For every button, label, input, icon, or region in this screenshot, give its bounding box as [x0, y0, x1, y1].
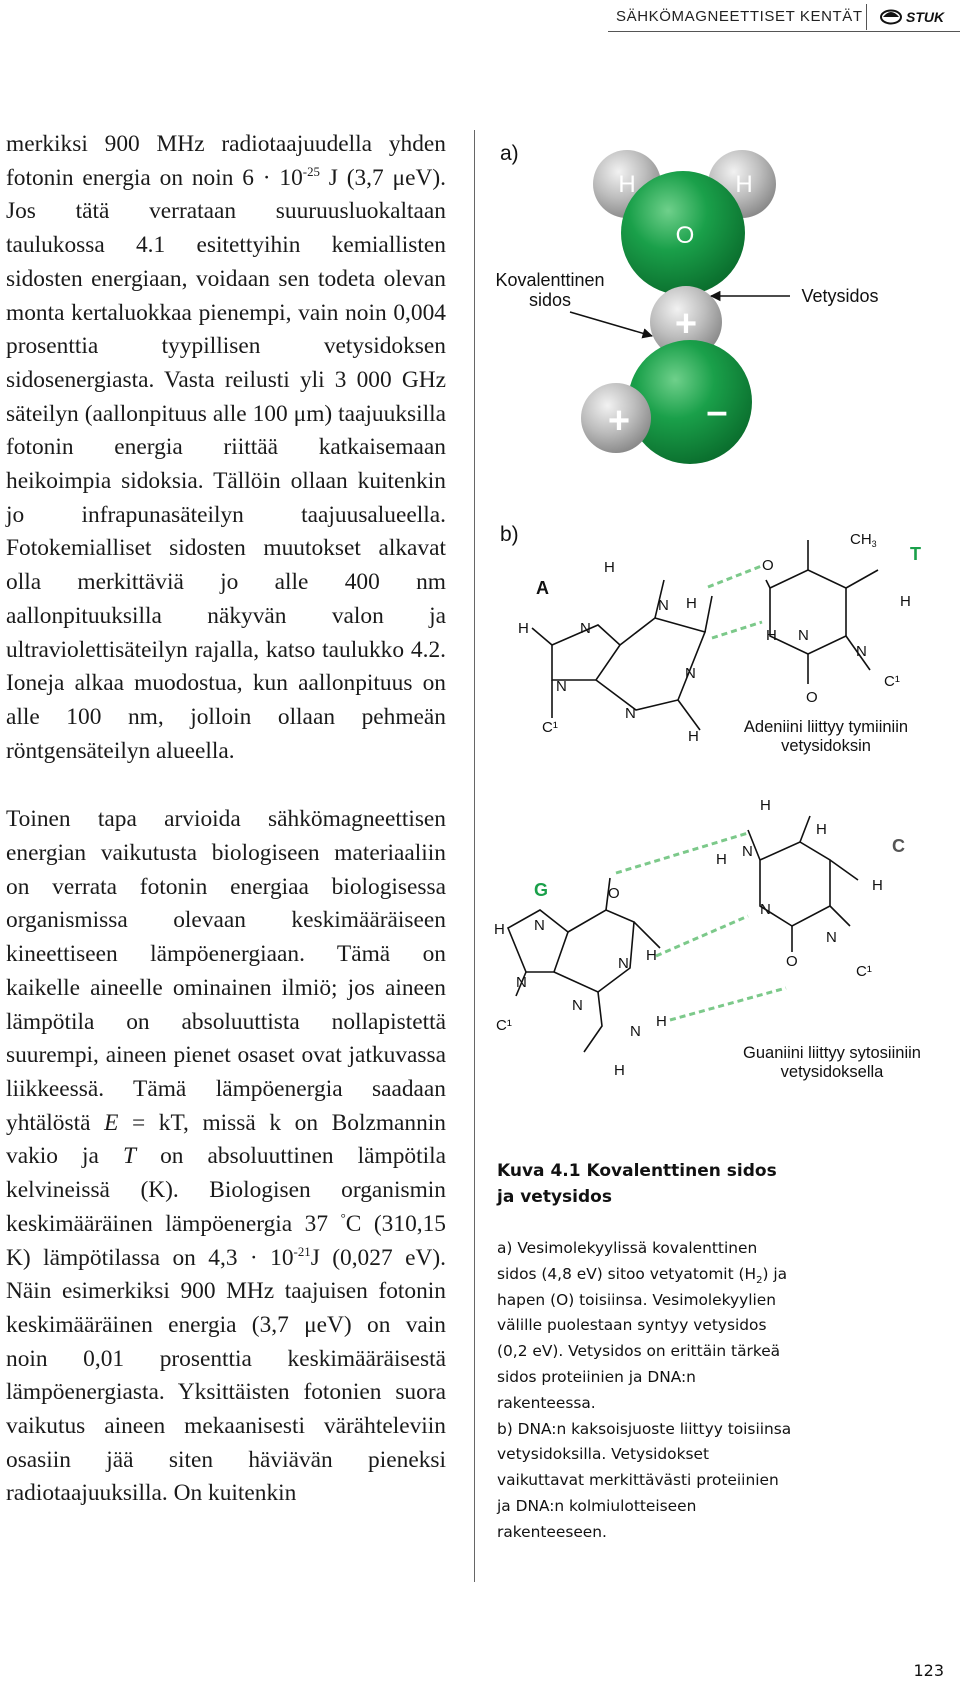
plus-sign: +: [607, 400, 631, 442]
caption-a-text: a) Vesimolekyylissä kovalenttinen sidos (4,8 eV) sitoo vetyatomit (H: [497, 1239, 758, 1283]
methyl-label: $CH_3$: [850, 531, 877, 549]
atom-label: O: [786, 953, 798, 970]
atom-label: H: [816, 821, 827, 838]
thymine-letter: T: [910, 544, 921, 564]
adenine-thymine-labels: [518, 531, 921, 755]
covalent-bond-label-2: sidos: [528, 290, 572, 310]
atom-label: C¹: [542, 719, 558, 736]
atom-label: H: [646, 947, 657, 964]
atom-label: H: [604, 559, 615, 576]
atom-label: C¹: [856, 963, 872, 980]
p1-text-rest: J (3,7 μeV). Jos tätä verrataan suuruusluokaltaan taulukossa 4.1 esitettyihin kemiallisten sidosten energiaan, voidaan sen todeta olevan monta kertaluokkaa pienempi, vain noin 0,004 prosenttia tyypillisen vetysidoksen sidosenergiasta. Vasta reilusti yli 3 000 GHz säteilyn (aallonpituus alle 100 μm) taajuuksilla fotonin energia riittää katkaisemaan heikoimpia sidoksia. Tällöin ollaan kuitenkin jo infrapunasäteilyn taajuusalueella. Fotokemialliset sidosten muutokset alkavat olla merkittäviä jo alle 400 nm aallonpituuksilla näkyvän valon ja ultraviolettisäteilyn rajalla, katso taulukko 4.2. Ioneja alkaa muodostua, kun aallonpituus on alle 100 nm, jolloin ollaan pehmeän röntgensäteilyn alueella.: [6, 164, 446, 764]
paragraph-1: [6, 128, 446, 768]
covalent-bond-label: Kovalenttinen: [495, 270, 605, 290]
atom-label: N: [618, 955, 629, 972]
page-number: 123: [913, 1661, 944, 1680]
figure-caption: [497, 1158, 797, 1546]
caption-body-a: [497, 1236, 797, 1417]
at-caption-1: Adeniini liittyy tymiiniin: [743, 718, 909, 736]
atom-label: N: [760, 901, 771, 918]
atom-label: N: [556, 678, 567, 695]
caption-body-b: b) DNA:n kaksoisjuoste liittyy toisiinsa vetysidoksilla. Vetysidokset vaikuttavat merkittävästi proteiinien ja DNA:n kolmiulotteiseen rakenteeseen.: [497, 1419, 792, 1541]
p2-text-e: J (0,027 eV). Näin esimerkiksi 900 MHz taajuisen fotonin keskimääräinen energia (3,7 μeV) on vain noin 0,01 prosenttia keskimääräisestä lämpöenergiasta. Yksittäisten fotonien suora vaikutus aineen mekaanisesti värähteleviin osasiin jää siten häviävän pieneksi radiotaajuuksilla. On kuitenkin: [6, 1244, 446, 1507]
p1-exponent: -25: [302, 164, 320, 179]
caption-a-subscript: 2: [756, 1274, 763, 1286]
guanine-cytosine-pair: [508, 816, 858, 1052]
p2-exponent: -21: [293, 1244, 311, 1259]
stuk-logo-icon: [880, 9, 902, 25]
atom-label: N: [625, 705, 636, 722]
atom-label: N: [534, 917, 545, 934]
p2-text-c: on absoluuttinen lämpötila kelvineissä (K). Biologisen organismin keskimääräinen lämpöenergia 37: [6, 1143, 447, 1237]
atom-label: O: [762, 557, 774, 574]
atom-label: N: [826, 929, 837, 946]
atom-label: O: [806, 689, 818, 706]
atom-label: N: [685, 665, 696, 682]
atom-label: H: [518, 620, 529, 637]
header-separator: [866, 4, 867, 30]
plus-sign: +: [674, 303, 698, 345]
page-header: [608, 0, 960, 36]
adenine-letter: A: [536, 578, 549, 598]
caption-a-text-2: ) ja hapen (O) toisiinsa. Vesimolekyylien välille puolestaan syntyy vetysidos (0,2 eV). Vetysidos on erittäin tärkeä sidos proteiinien ja DNA:n rakenteessa.: [497, 1264, 788, 1412]
atom-label: H: [494, 921, 505, 938]
atom-label: H: [614, 1062, 625, 1079]
atom-h-label: H: [735, 171, 753, 198]
figure-label-a: a): [500, 142, 519, 165]
minus-sign: –: [706, 391, 728, 433]
p2-text-a: Toinen tapa arvioida sähkömagneettisen energian vaikutusta biologiseen materiaaliin on verrata fotonin energiaa biologisessa organismissa olevaan keskimääräiseen kineettiseen lämpöenergiaan. Tämä on kaikelle aineelle ominainen ilmiö; jos aineen lämpötila on absoluuttista nollapistettä suurempi, aineen pienet osaset ovat jatkuvassa liikkeessä. Tämä lämpöenergia saadaan yhtälöstä: [6, 806, 446, 1136]
p2-equation: = kT: [118, 1109, 184, 1136]
figure-label-b: b): [500, 523, 519, 546]
atom-label: N: [630, 1023, 641, 1040]
atom-label: N: [658, 597, 669, 614]
stuk-logo: [880, 6, 944, 28]
atom-label: H: [686, 595, 697, 612]
logo-text: STUK: [906, 9, 945, 25]
body-text-column: [6, 128, 446, 1511]
atom-label: H: [900, 593, 911, 610]
atom-label: C¹: [496, 1017, 512, 1034]
atom-label: H: [760, 797, 771, 814]
atom-o-label: O: [675, 222, 695, 249]
caption-title: Kuva 4.1 Kovalenttinen sidos ja vetysidos: [497, 1161, 777, 1207]
atom-label: H: [872, 877, 883, 894]
atom-label: H: [766, 627, 777, 644]
atom-label: N: [798, 627, 809, 644]
atom-label: N: [580, 620, 591, 637]
p2-text-d: C (310,15 K) lämpötilassa on 4,3 · 10: [6, 1210, 447, 1271]
water-molecules: [495, 150, 878, 464]
atom-h-label: H: [618, 171, 636, 198]
p2-degree: °: [340, 1211, 346, 1225]
guanine-cytosine-labels: [494, 797, 921, 1081]
p1-text: merkiksi 900 MHz radiotaajuudella yhden fotonin energia on noin 6 · 10: [6, 131, 446, 191]
atom-label: H: [688, 728, 699, 745]
p2-var-t: T: [123, 1143, 137, 1170]
section-title: SÄHKÖMAGNEETTISET KENTÄT: [616, 8, 863, 25]
p2-text-b: , missä k on Bolzmannin vakio ja: [6, 1109, 446, 1170]
column-divider: [474, 130, 475, 1582]
p2-var-e: E: [104, 1109, 119, 1136]
covalent-arrow: [570, 312, 652, 336]
gc-caption-1: Guaniini liittyy sytosiiniin: [743, 1044, 921, 1062]
bond-diagram: [480, 140, 950, 1140]
paragraph-2: [6, 803, 446, 1511]
atom-label: H: [656, 1013, 667, 1030]
guanine-letter: G: [534, 880, 549, 900]
atom-label: N: [516, 974, 527, 991]
atom-label: N: [572, 997, 583, 1014]
atom-label: N: [742, 843, 753, 860]
cytosine-letter: C: [892, 836, 905, 856]
hydrogen-bond-label: Vetysidos: [801, 286, 879, 306]
header-rule: [608, 31, 960, 32]
atom-label: H: [716, 851, 727, 868]
atom-label: N: [856, 643, 867, 660]
atom-label: C¹: [884, 673, 900, 690]
atom-label: O: [608, 885, 620, 902]
gc-caption-2: vetysidoksella: [780, 1063, 884, 1081]
at-caption-2: vetysidoksin: [781, 737, 871, 755]
